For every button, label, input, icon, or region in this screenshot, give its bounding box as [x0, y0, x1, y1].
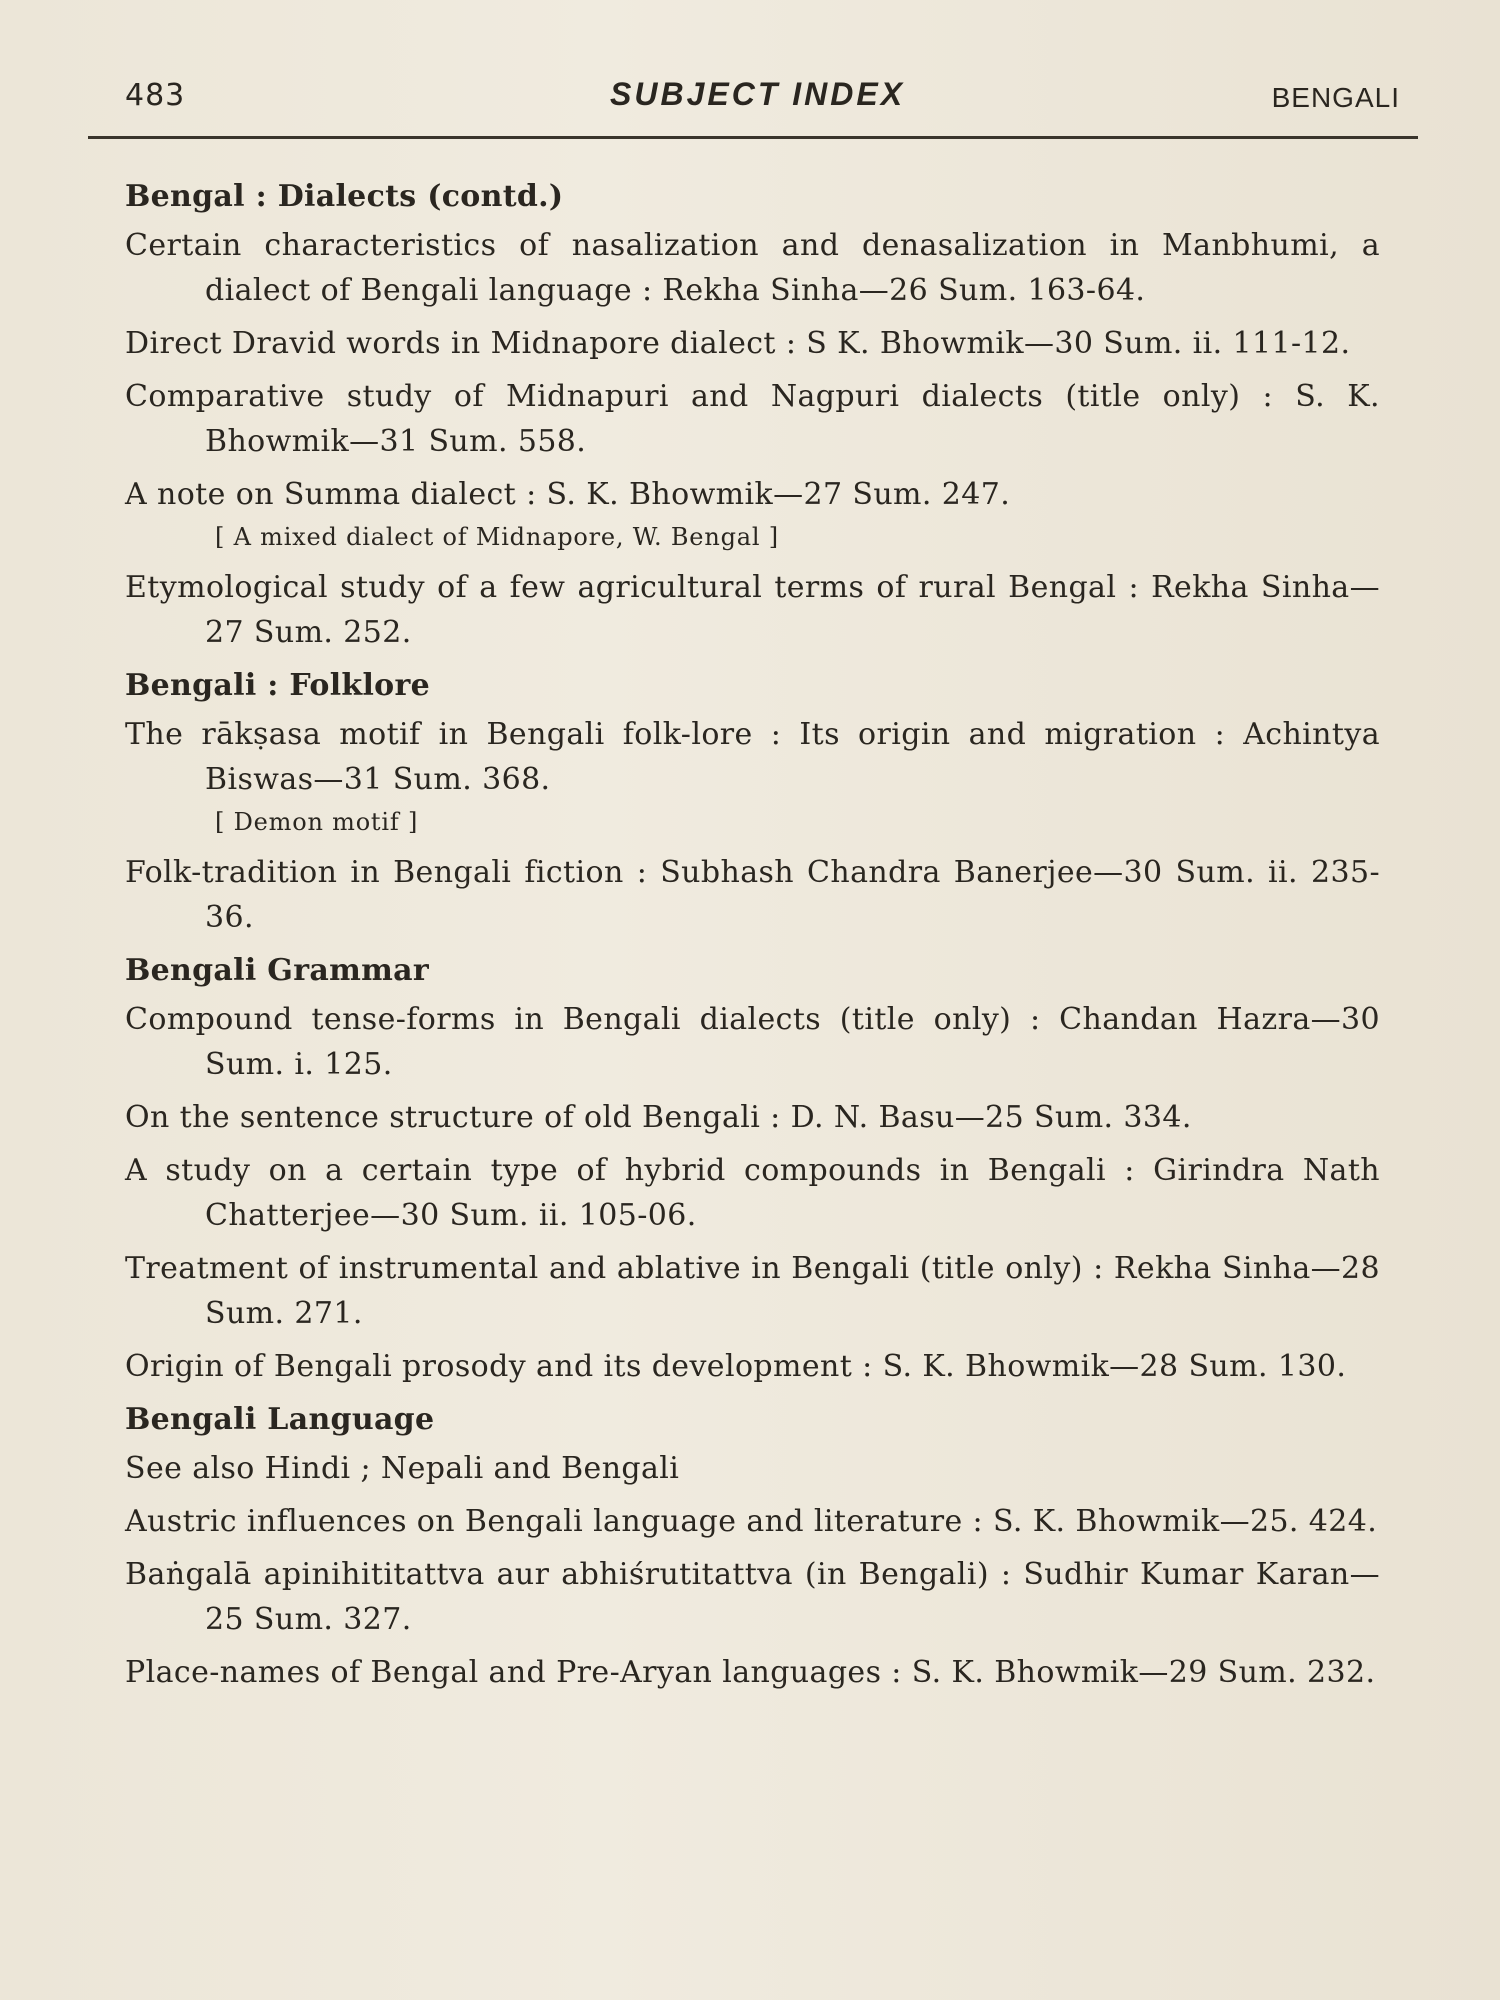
index-entry: Etymological study of a few agricultural terms of rural Bengal : Rekha Sinha—27 Sum. 252.	[125, 570, 1380, 650]
index-entry: Treatment of instrumental and ablative in Bengali (title only) : Rekha Sinha—28 Sum. 271.	[125, 1251, 1380, 1331]
index-entry: See also Hindi ; Nepali and Bengali	[125, 1451, 680, 1486]
index-entry: Certain characteristics of nasalization and denasalization in Manbhumi, a dialect of Bengali language : Rekha Sinha—26 Sum. 163-64.	[125, 228, 1380, 308]
index-entry: Origin of Bengali prosody and its development : S. K. Bhowmik—28 Sum. 130.	[125, 1349, 1347, 1384]
entry-note: [ A mixed dialect of Midnapore, W. Bengal ]	[215, 523, 779, 551]
section-label: BENGALI	[1271, 82, 1400, 113]
index-heading: Bengali Language	[125, 1402, 435, 1437]
index-entry: A note on Summa dialect : S. K. Bhowmik—27 Sum. 247.	[125, 477, 1011, 512]
index-entry: Place-names of Bengal and Pre-Aryan languages : S. K. Bhowmik—29 Sum. 232.	[125, 1655, 1376, 1690]
header-rule	[88, 136, 1418, 139]
index-entry: Austric influences on Bengali language and literature : S. K. Bhowmik—25. 424.	[125, 1504, 1378, 1539]
index-heading: Bengali : Folklore	[125, 668, 430, 703]
index-entry: A study on a certain type of hybrid compounds in Bengali : Girindra Nath Chatterjee—30 Sum. ii. 105-06.	[125, 1153, 1380, 1233]
index-entry: Folk-tradition in Bengali fiction : Subhash Chandra Banerjee—30 Sum. ii. 235-36.	[125, 855, 1380, 935]
page-title: SUBJECT INDEX	[610, 76, 906, 112]
index-heading: Bengali Grammar	[125, 953, 430, 988]
index-entry: Baṅgalā apinihititattva aur abhiśrutitattva (in Bengali) : Sudhir Kumar Karan—25 Sum. 327.	[125, 1557, 1380, 1637]
index-entry: Direct Dravid words in Midnapore dialect : S K. Bhowmik—30 Sum. ii. 111-12.	[125, 326, 1351, 361]
index-entry: On the sentence structure of old Bengali : D. N. Basu—25 Sum. 334.	[125, 1100, 1192, 1135]
index-heading: Bengal : Dialects (contd.)	[125, 179, 564, 214]
running-head	[125, 70, 1420, 136]
page-number: 483	[125, 78, 186, 113]
index-entry: The rākṣasa motif in Bengali folk-lore : Its origin and migration : Achintya Biswas—31 Sum. 368.	[125, 717, 1380, 797]
entry-note: [ Demon motif ]	[215, 808, 419, 836]
index-entry: Comparative study of Midnapuri and Nagpuri dialects (title only) : S. K. Bhowmik—31 Sum. 558.	[125, 379, 1380, 459]
index-body	[125, 174, 1380, 1695]
index-entry: Compound tense-forms in Bengali dialects (title only) : Chandan Hazra—30 Sum. i. 125.	[125, 1002, 1380, 1082]
